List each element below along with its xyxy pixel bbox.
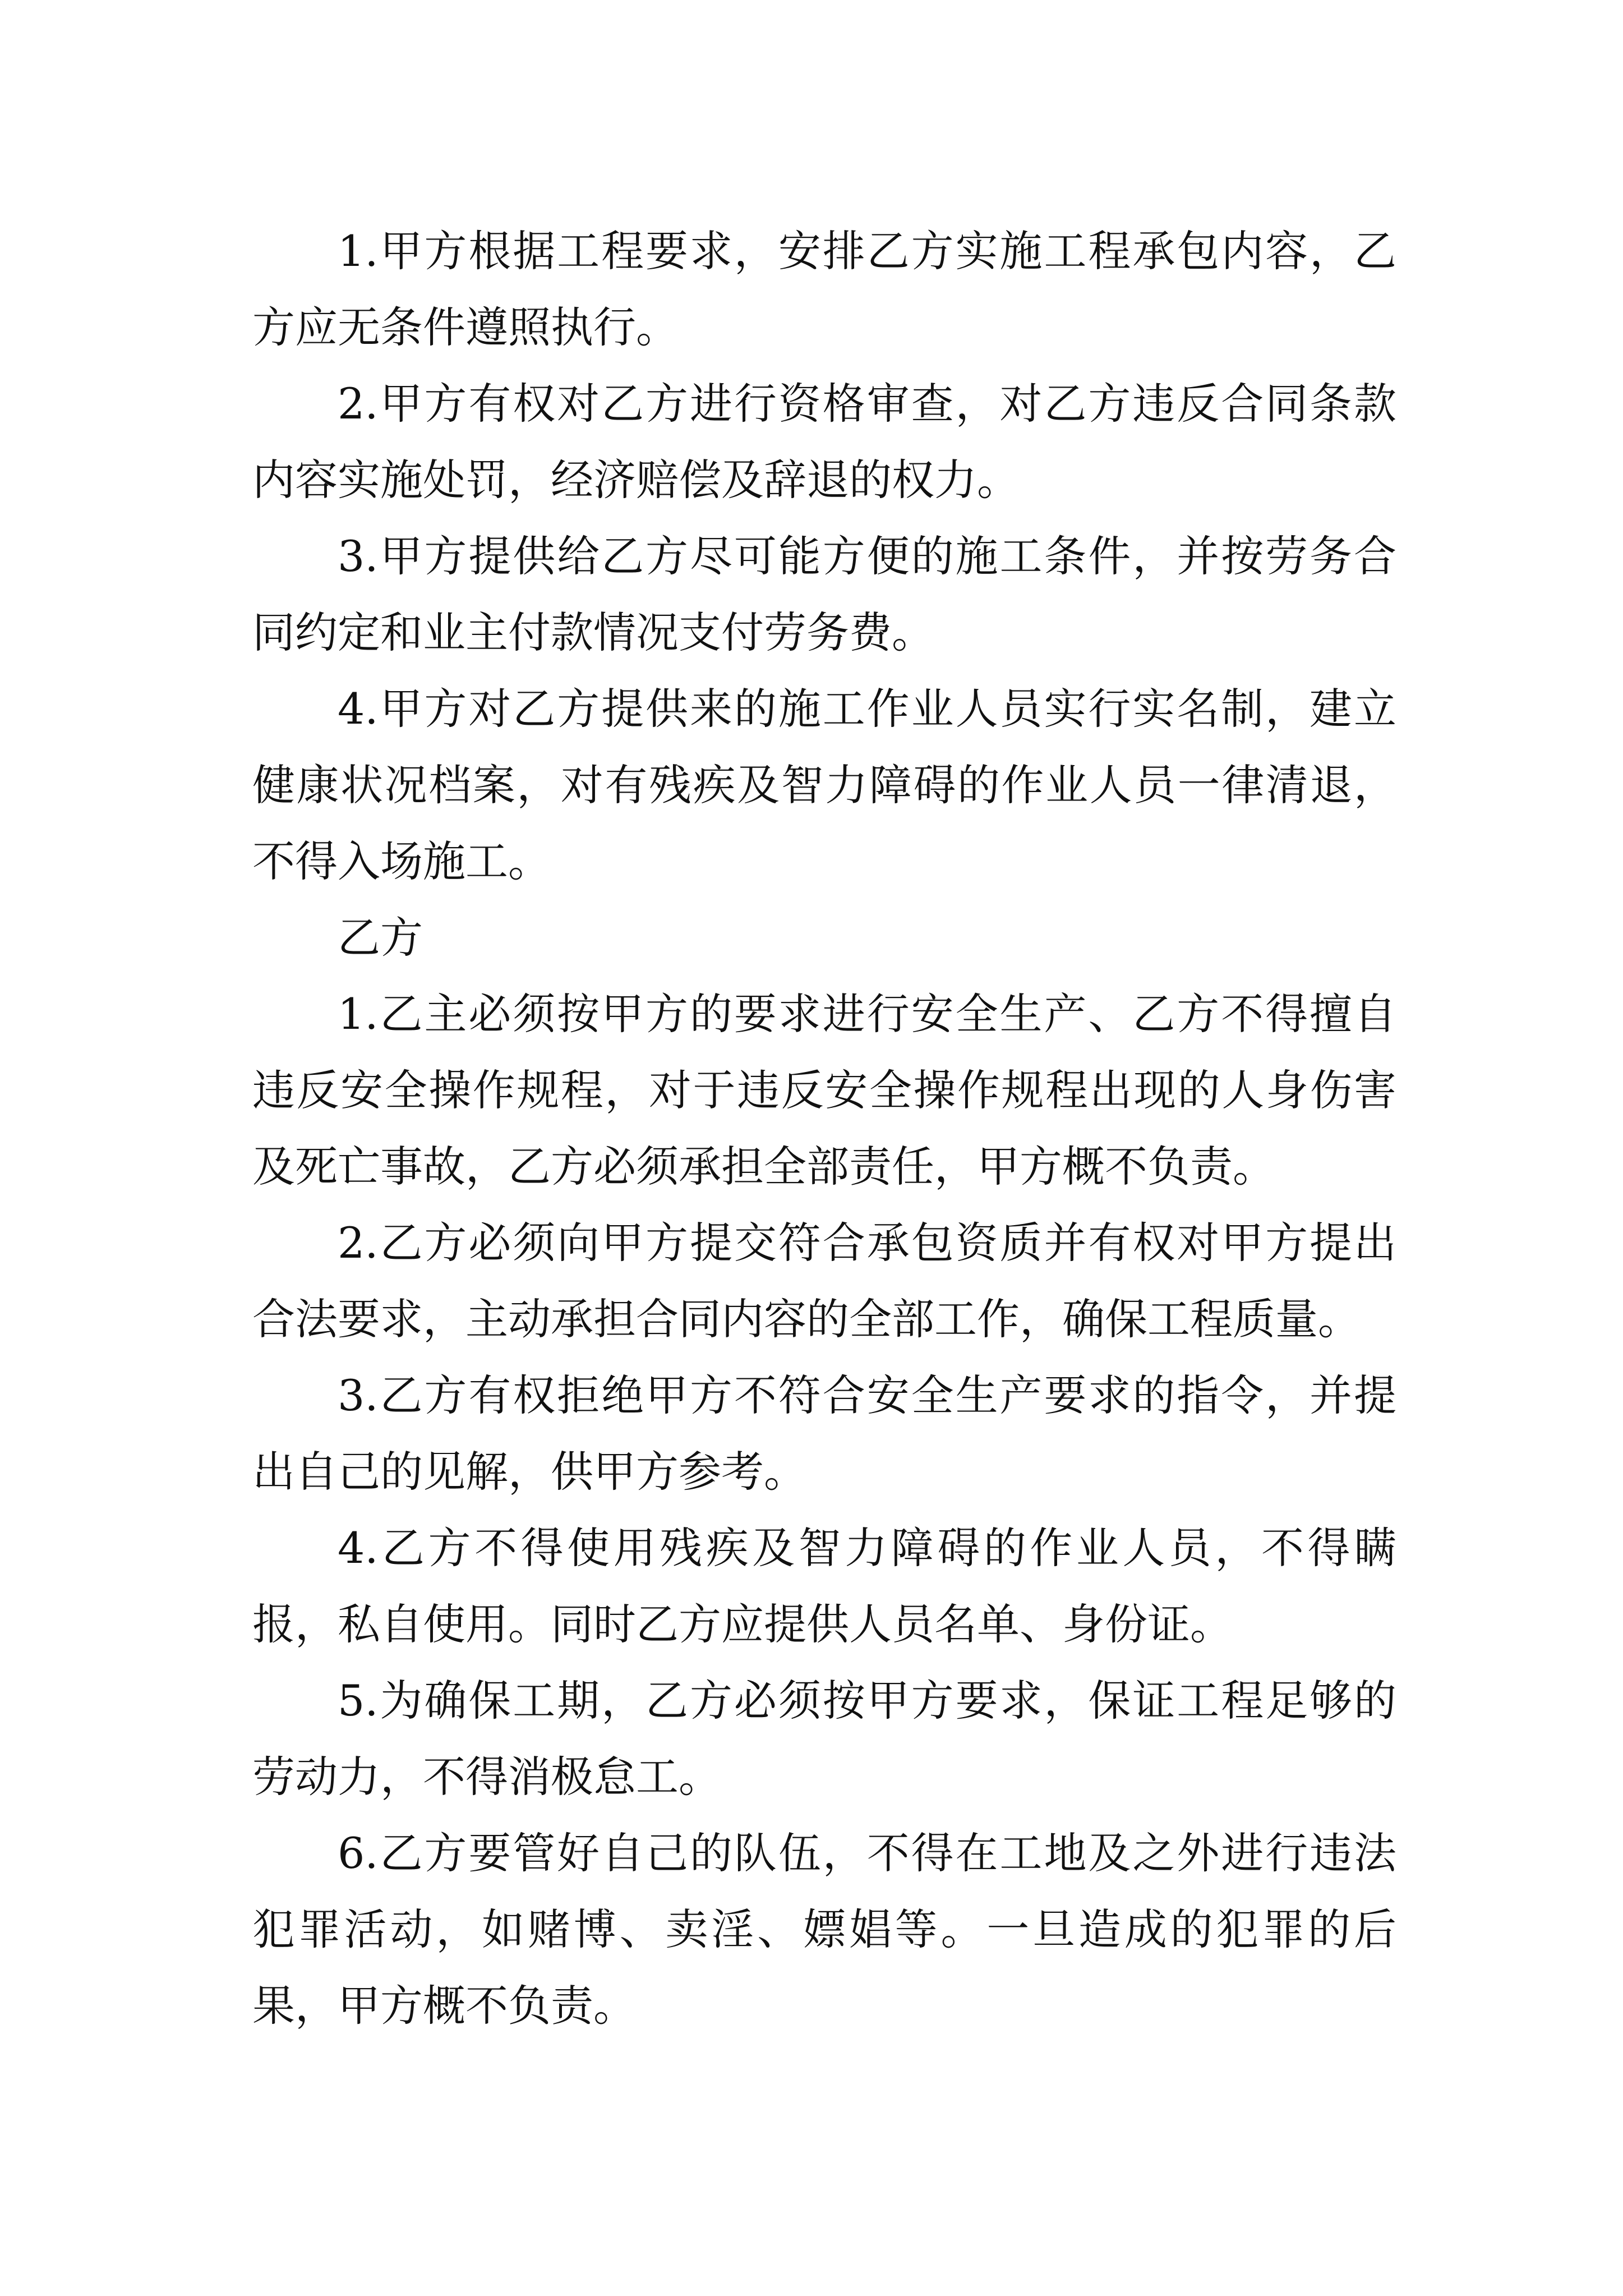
clause-party-b-4: 4.乙方不得使用残疾及智力障碍的作业人员，不得瞒报，私自使用。同时乙方应提供人员名单、身份证。: [252, 1523, 1396, 1649]
clause-party-a-4: 4.甲方对乙方提供来的施工作业人员实行实名制，建立健康状况档案，对有残疾及智力障碍的作业人员一律清退，不得入场施工。: [252, 684, 1396, 886]
clause-party-b-2: 2.乙方必须向甲方提交符合承包资质并有权对甲方提出合法要求，主动承担合同内容的全部工作，确保工程质量。: [252, 1218, 1396, 1344]
document-body: [252, 213, 1396, 2044]
clause-party-a-3: 3.甲方提供给乙方尽可能方便的施工条件，并按劳务合同约定和业主付款情况支付劳务费。: [252, 531, 1396, 657]
clause-party-b-5: 5.为确保工期，乙方必须按甲方要求，保证工程足够的劳动力，不得消极怠工。: [252, 1676, 1396, 1802]
section-heading-party-b: 乙方: [338, 913, 423, 963]
clause-party-a-1: 1.甲方根据工程要求，安排乙方实施工程承包内容，乙方应无条件遵照执行。: [252, 226, 1396, 352]
clause-party-a-2: 2.甲方有权对乙方进行资格审查，对乙方违反合同条款内容实施处罚，经济赔偿及辞退的权力。: [252, 379, 1396, 505]
clause-party-b-3: 3.乙方有权拒绝甲方不符合安全生产要求的指令，并提出自己的见解，供甲方参考。: [252, 1370, 1396, 1497]
clause-party-b-6: 6.乙方要管好自己的队伍，不得在工地及之外进行违法犯罪活动，如赌博、卖淫、嫖娼等。一旦造成的犯罪的后果，甲方概不负责。: [252, 1828, 1396, 2031]
clause-party-b-1: 1.乙主必须按甲方的要求进行安全生产、乙方不得擅自违反安全操作规程，对于违反安全操作规程出现的人身伤害及死亡事故，乙方必须承担全部责任，甲方概不负责。: [252, 989, 1396, 1191]
